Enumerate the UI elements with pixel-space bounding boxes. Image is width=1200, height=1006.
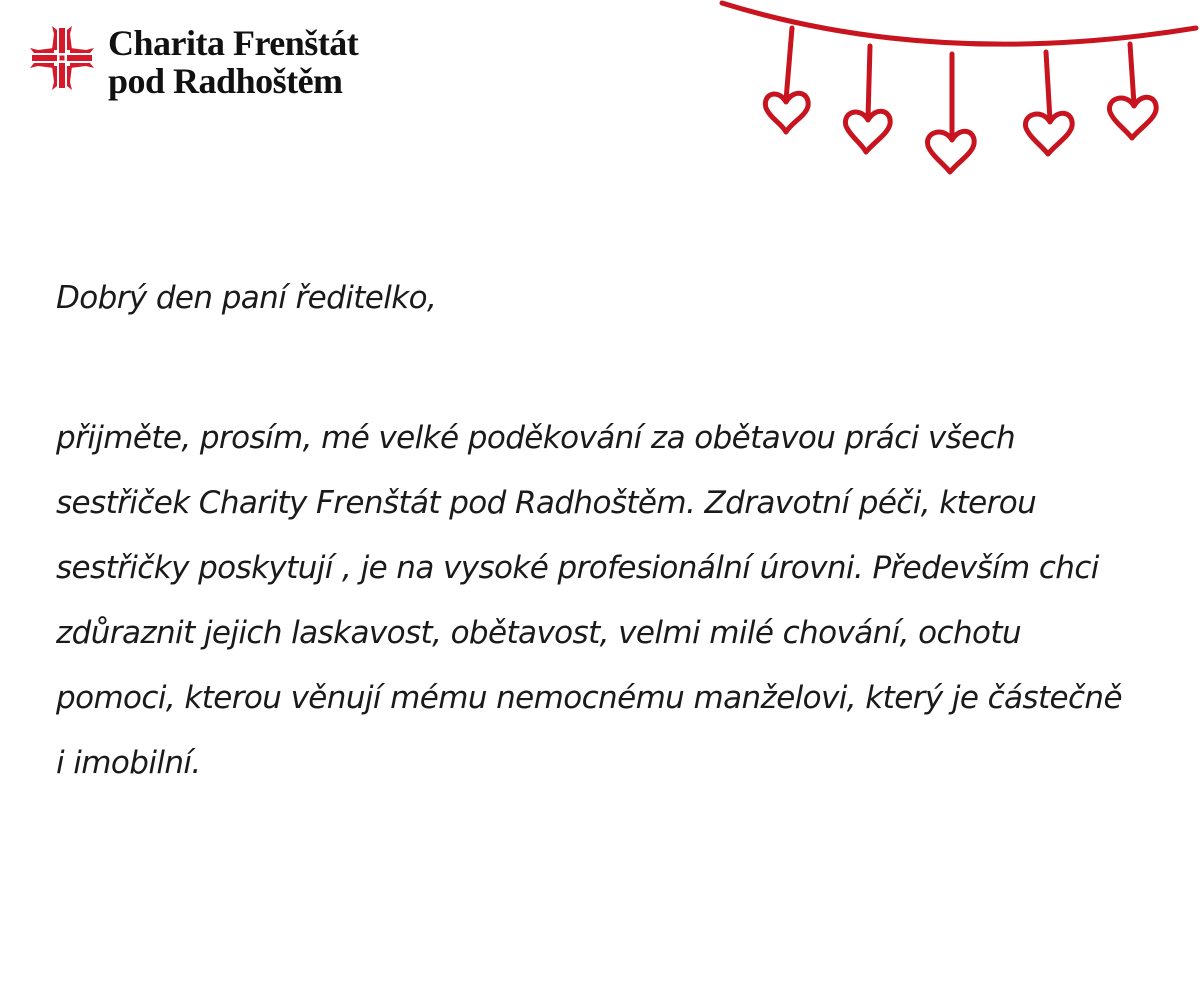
heart-icon (927, 131, 974, 172)
heart-icon (845, 111, 890, 152)
logo-line-2: pod Radhoštěm (108, 61, 343, 101)
letter-body (56, 406, 1156, 796)
heart-garland-icon (718, 0, 1200, 180)
letter-line: pomoci, kterou věnují mému nemocnému manželovi, který je částečně (56, 680, 1122, 716)
logo-wordmark (108, 24, 358, 100)
letter (56, 268, 1156, 796)
caritas-cross-icon (28, 24, 96, 92)
heart-icon (1109, 97, 1156, 138)
letter-line: přijměte, prosím, mé velké poděkování za obětavou práci všech (56, 420, 1016, 456)
letter-line: i imobilní. (56, 745, 201, 781)
letter-greeting: Dobrý den paní ředitelko, (56, 280, 437, 316)
heart-icon (765, 93, 808, 132)
letter-line: sestřičky poskytují , je na vysoké profesionální úrovni. Především chci (56, 550, 1099, 586)
heart-icon (1025, 113, 1072, 154)
logo-line-1: Charita Frenštát (108, 23, 359, 63)
letter-line: sestřiček Charity Frenštát pod Radhoštěm. Zdravotní péči, kterou (56, 485, 1037, 521)
charita-logo (28, 24, 358, 100)
letter-line: zdůraznit jejich laskavost, obětavost, velmi milé chování, ochotu (56, 615, 1022, 651)
